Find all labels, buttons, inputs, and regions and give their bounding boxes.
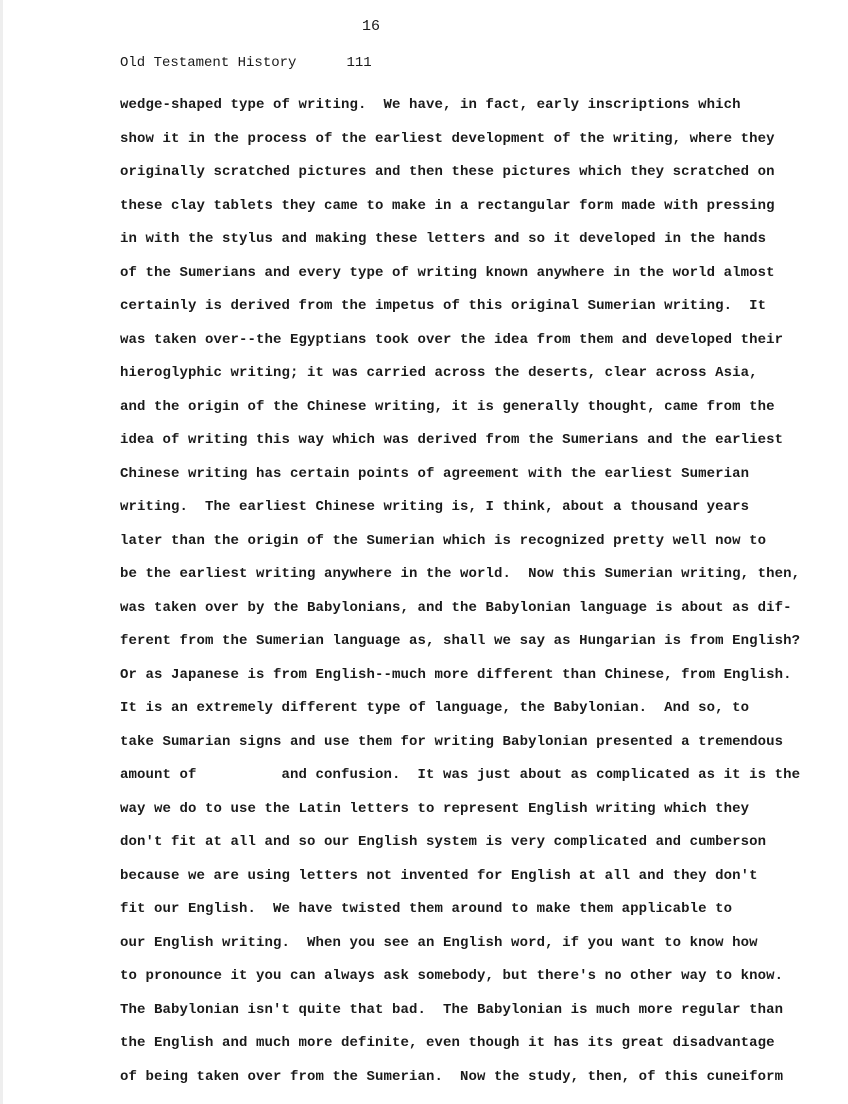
text-line: our English writing. When you see an English word, if you want to know how: [120, 934, 758, 951]
text-line: It is an extremely different type of language, the Babylonian. And so, to: [120, 700, 750, 716]
text-line: was taken over by the Babylonians, and the Babylonian language is about as dif-: [120, 599, 792, 616]
text-line: in with the stylus and making these letters and so it developed in the hands: [120, 231, 767, 247]
text-line: way we do to use the Latin letters to represent English writing which they: [120, 800, 750, 817]
scan-edge: [0, 0, 3, 1104]
body-text: [120, 89, 820, 1094]
text-line: The Babylonian isn't quite that bad. The Babylonian is much more regular than: [120, 1001, 784, 1018]
text-line: later than the origin of the Sumerian which is recognized pretty well now to: [120, 532, 767, 549]
text-line: of being taken over from the Sumerian. Now the study, then, of this cuneiform: [120, 1068, 784, 1085]
text-line: idea of writing this way which was derived from the Sumerians and the earliest: [120, 432, 784, 448]
text-line: these clay tablets they came to make in a rectangular form made with pressing: [120, 197, 775, 214]
text-line: don't fit at all and so our English system is very complicated and cumberson: [120, 834, 767, 850]
text-line: be the earliest writing anywhere in the world. Now this Sumerian writing, then,: [120, 566, 801, 582]
text-line: Or as Japanese is from English--much more different than Chinese, from English.: [120, 666, 792, 683]
text-line: of the Sumerians and every type of writing known anywhere in the world almost: [120, 264, 775, 281]
text-line: show it in the process of the earliest development of the writing, where they: [120, 130, 775, 147]
text-line: Chinese writing has certain points of agreement with the earliest Sumerian: [120, 465, 750, 482]
page-number: 16: [362, 18, 381, 35]
text-line: amount of and confusion. It was just about as complicated as it is the: [120, 767, 801, 783]
text-line: wedge-shaped type of writing. We have, in fact, early inscriptions which: [120, 97, 741, 113]
text-line: fit our English. We have twisted them around to make them applicable to: [120, 901, 733, 917]
header-number: 111: [346, 55, 372, 71]
text-line: originally scratched pictures and then these pictures which they scratched on: [120, 164, 775, 180]
text-line: writing. The earliest Chinese writing is, I think, about a thousand years: [120, 499, 750, 515]
running-header: [120, 55, 372, 71]
text-line: the English and much more definite, even though it has its great disadvantage: [120, 1035, 775, 1051]
header-title: Old Testament History: [120, 55, 297, 71]
text-line: ferent from the Sumerian language as, shall we say as Hungarian is from English?: [120, 633, 801, 649]
text-line: certainly is derived from the impetus of this original Sumerian writing. It: [120, 298, 767, 314]
text-line: hieroglyphic writing; it was carried across the deserts, clear across Asia,: [120, 365, 758, 381]
text-line: and the origin of the Chinese writing, it is generally thought, came from the: [120, 398, 775, 415]
text-line: take Sumarian signs and use them for writing Babylonian presented a tremendous: [120, 733, 784, 750]
text-line: to pronounce it you can always ask somebody, but there's no other way to know.: [120, 968, 784, 984]
text-line: because we are using letters not invented for English at all and they don't: [120, 867, 758, 884]
text-line: was taken over--the Egyptians took over the idea from them and developed their: [120, 331, 784, 348]
